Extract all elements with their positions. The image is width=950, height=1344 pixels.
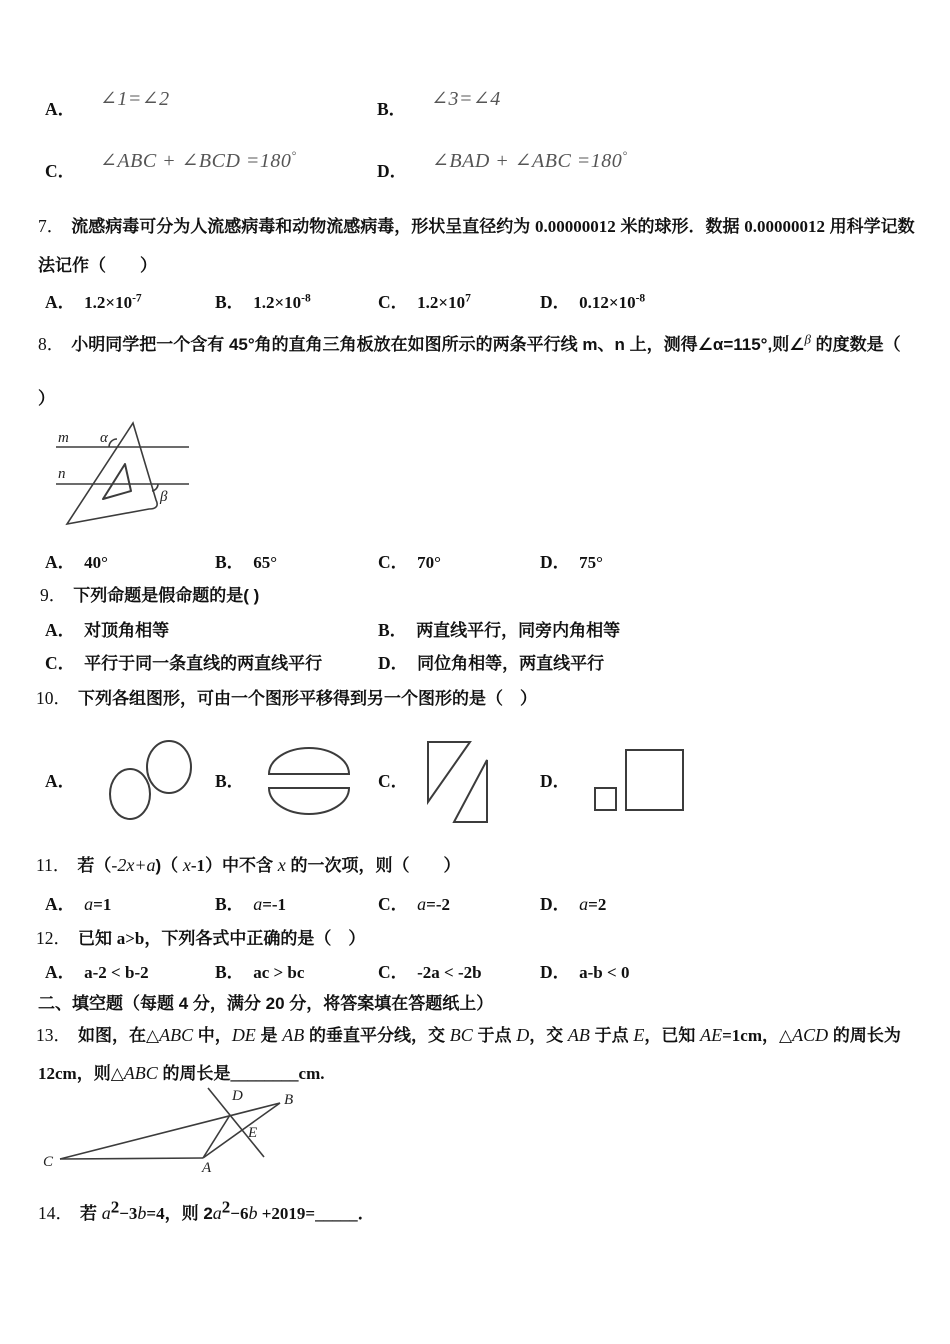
option-label: D． [377, 161, 408, 181]
q9-option-c [45, 649, 378, 675]
angle-formula: ∠1=∠2 [100, 88, 170, 110]
q6-option-a [45, 88, 377, 121]
option-label: D． [540, 292, 571, 312]
segment-CB [60, 1103, 280, 1159]
q12-option-b [215, 959, 378, 984]
q8-option-d [540, 549, 603, 574]
q8-option-c [378, 549, 540, 574]
option-value: 75° [579, 553, 603, 572]
q13-text-line1: 13． 如图，在△ABC 中，DE 是 AB 的垂直平分线，交 BC 于点 D，交 AB 于点 E，已知 AE=1cm，△ACD 的周长为 [36, 1025, 901, 1045]
option-label: B． [215, 771, 245, 791]
q7-option-b [215, 289, 378, 314]
option-value: 同位角相等，两直线平行 [417, 654, 605, 673]
q7-option-c [378, 289, 540, 314]
option-value: a-b < 0 [579, 963, 630, 982]
q14-text: 14． 若 $a^2-3b=4$，则 $2a^2-6b$ +2019=_____． [38, 1197, 375, 1223]
question-number: 11． [36, 855, 71, 875]
semicircle-down [269, 788, 349, 814]
q9-option-d [378, 649, 604, 675]
option-label: C． [378, 292, 409, 312]
q12-options [45, 959, 629, 984]
option-value: a=1 [84, 894, 112, 914]
option-label: B． [215, 552, 245, 572]
q11-text: 11． 若（-2x+a)（ x-1）中不含 x 的一次项，则（ ） [36, 855, 461, 875]
alpha-arc [109, 439, 117, 447]
question-number: 9． [40, 585, 67, 605]
option-label: D． [540, 552, 571, 572]
two-squares-figure [593, 748, 693, 814]
label-alpha: α [100, 430, 108, 446]
option-value: 40° [84, 553, 108, 572]
option-label: C． [378, 552, 409, 572]
square-large [626, 750, 683, 810]
triangle-abc-figure [42, 1086, 294, 1181]
q11-option-c [378, 891, 540, 916]
option-label: B． [378, 620, 408, 640]
two-triangles-figure [425, 738, 495, 824]
option-value: 70° [417, 553, 441, 572]
circle-lower [110, 769, 150, 819]
q12-option-a [45, 959, 215, 984]
q6-option-c [45, 150, 377, 183]
q8-text-line2: ） [38, 389, 55, 408]
option-label: C． [378, 894, 409, 914]
label-D: D [232, 1088, 243, 1104]
set-square-hole [103, 464, 131, 499]
option-label: B． [377, 99, 407, 119]
option-value: 对顶角相等 [84, 621, 170, 640]
option-value: 65° [253, 553, 277, 572]
option-label: D． [540, 962, 571, 982]
q12-option-c [378, 959, 540, 984]
semicircle-up [269, 748, 349, 774]
option-value: a=-2 [417, 894, 450, 914]
circle-upper [147, 741, 191, 793]
section-2-header: 二、填空题（每题 4 分，满分 20 分，将答案填在答题纸上） [38, 994, 494, 1013]
q11-options [45, 891, 606, 916]
triangle-parallel-lines-figure [48, 414, 198, 540]
option-label: A． [45, 620, 76, 640]
label-E: E [248, 1125, 258, 1141]
option-label: C． [45, 161, 76, 181]
q8-option-b [215, 549, 378, 574]
option-value: $1.2\times 10^{-7}$ [84, 292, 142, 312]
option-value: $1.2\times 10^7$ [417, 292, 471, 312]
q7-text-line2: 法记作（ ） [38, 256, 157, 275]
q9-options-row-1 [45, 616, 620, 642]
question-number: 10． [36, 688, 71, 708]
option-label: A． [45, 771, 76, 791]
q9-options-row-2 [45, 649, 604, 675]
q7-options [45, 289, 645, 314]
option-value: $1.2\times 10^{-8}$ [253, 292, 311, 312]
option-label: B． [215, 962, 245, 982]
q6-options-row-2 [45, 150, 709, 183]
q11-option-a [45, 891, 215, 916]
q7-text-line1: 7． 流感病毒可分为人流感病毒和动物流感病毒，形状呈直径约为 0.00000012 米的球形．数据 0.00000012 用科学记数 [38, 216, 915, 236]
option-value: -2a < -2b [417, 963, 482, 982]
option-label: C． [378, 962, 409, 982]
q11-option-d [540, 891, 606, 916]
angle-formula: ∠ABC + ∠BCD =180° [100, 150, 297, 172]
angle-formula: ∠3=∠4 [431, 88, 501, 110]
q8-figure [48, 414, 198, 540]
option-label: A． [45, 894, 76, 914]
q12-option-d [540, 959, 629, 984]
option-label: A． [45, 292, 76, 312]
option-value: 平行于同一条直线的两直线平行 [84, 654, 323, 673]
q6-options-row-1 [45, 88, 709, 121]
two-semicircles-figure [265, 745, 353, 817]
option-label: A． [45, 552, 76, 572]
q9-option-a [45, 616, 378, 642]
label-beta: β [160, 489, 168, 505]
q13-figure [42, 1086, 294, 1181]
option-value: $0.12\times 10^{-8}$ [579, 292, 646, 312]
q10-option-d [540, 733, 693, 828]
label-C: C [43, 1154, 54, 1170]
question-number: 13． [36, 1025, 71, 1045]
square-small [595, 788, 616, 810]
option-value: a-2 < b-2 [84, 963, 149, 982]
q6-option-b [377, 88, 709, 121]
question-number: 7． [38, 216, 65, 236]
question-number: 14． [38, 1203, 73, 1223]
option-value: 两直线平行，同旁内角相等 [416, 621, 621, 640]
q9-option-b [378, 616, 620, 642]
q9-text: 9． 下列命题是假命题的是( ) [40, 585, 260, 605]
label-B: B [284, 1092, 294, 1108]
option-label: A． [45, 99, 76, 119]
q7-option-a [45, 289, 215, 314]
option-value: ac > bc [253, 963, 305, 982]
q10-option-a [45, 733, 215, 828]
triangle-upper [428, 742, 470, 802]
question-number: 8． [38, 334, 65, 354]
label-A: A [202, 1160, 212, 1176]
option-label: C． [378, 771, 409, 791]
option-label: B． [215, 292, 245, 312]
q10-text: 10． 下列各组图形，可由一个图形平移得到另一个图形的是（ ） [36, 688, 537, 708]
q10-option-b [215, 733, 378, 828]
option-label: D． [540, 894, 571, 914]
q8-text-line1: 8． 小明同学把一个含有 45°角的直角三角板放在如图所示的两条平行线 m、n 上，测得∠α=115°,则∠$^\beta$ 的度数是（ [38, 331, 901, 354]
option-label: D． [378, 653, 409, 673]
q7-option-d [540, 289, 645, 314]
q8-option-a [45, 549, 215, 574]
two-circles-figure [104, 739, 196, 823]
q6-option-d [377, 150, 709, 183]
q12-text: 12． 已知 a>b，下列各式中正确的是（ ） [36, 928, 366, 948]
q13-text-line2: 12cm，则△ABC 的周长是________cm. [38, 1063, 325, 1083]
label-n: n [58, 466, 66, 482]
q11-option-b [215, 891, 378, 916]
q10-option-c [378, 733, 540, 828]
q8-options [45, 549, 603, 574]
option-label: C． [45, 653, 76, 673]
question-number: 12． [36, 928, 71, 948]
set-square-outline [67, 423, 157, 524]
option-label: A． [45, 962, 76, 982]
angle-formula: ∠BAD + ∠ABC =180° [432, 150, 628, 172]
option-value: a=-1 [253, 894, 287, 914]
option-value: a=2 [579, 894, 607, 914]
q10-figure-options [45, 733, 693, 828]
segment-CA [60, 1158, 203, 1159]
label-m: m [58, 430, 69, 446]
triangle-lower [454, 760, 487, 822]
option-label: B． [215, 894, 245, 914]
option-label: D． [540, 771, 571, 791]
